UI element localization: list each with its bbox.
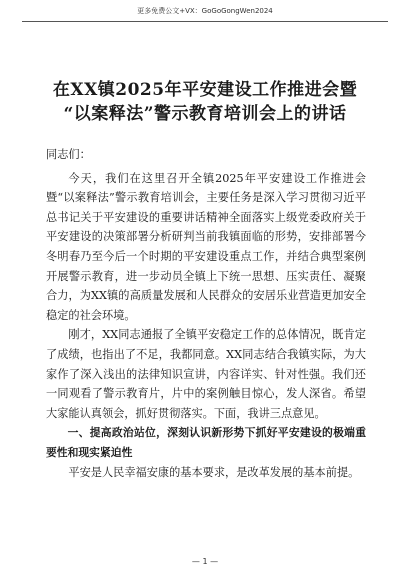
header-note: 更多免费公文+VX：GoGoGongWen2024 — [137, 7, 273, 15]
title-line-1: 在XX镇2025年平安建设工作推进会暨 — [52, 80, 358, 100]
title-line-2: “以案释法”警示教育培训会上的讲话 — [63, 104, 347, 124]
section-heading-1: 一、提高政治站位，深刻认识新形势下抓好平安建设的极端重要性和现实紧迫性 — [46, 426, 366, 459]
header-divider — [22, 21, 388, 22]
salutation: 同志们： — [46, 148, 91, 161]
document-body — [46, 145, 366, 482]
paragraph-2: 刚才，XX同志通报了全镇平安稳定工作的总体情况，既肯定了成绩，也指出了不足，我都同意。XX同志结合我镇实际，为大家作了深入浅出的法律知识宣讲，内容详实、针对性强。我们还一同观看了警示教育片，片中的案例触目惊心，发人深省。希望大家能认真领会，抓好贯彻落实。下面，我讲三点意见。 — [46, 328, 366, 420]
paragraph-1: 今天，我们在这里召开全镇2025年平安建设工作推进会暨“以案释法”警示教育培训会，主要任务是深入学习贯彻习近平总书记关于平安建设的重要讲话精神全面落实上级党委政府关于平安建设的决策部署分析研判当前我镇面临的形势，安排部署今冬明春乃至今后一个时期的平安建设重点工作，并结合典型案例开展警示教育，进一步动员全镇上下统一思想、压实责任、凝聚合力，为XX镇的高质量发展和人民群众的安居乐业营造更加安全稳定的社会环境。 — [46, 171, 366, 322]
paragraph-3: 平安是人民幸福安康的基本要求，是改革发展的基本前提。 — [68, 465, 360, 479]
page-number: — 1 — — [191, 557, 219, 566]
document-title — [0, 78, 410, 126]
